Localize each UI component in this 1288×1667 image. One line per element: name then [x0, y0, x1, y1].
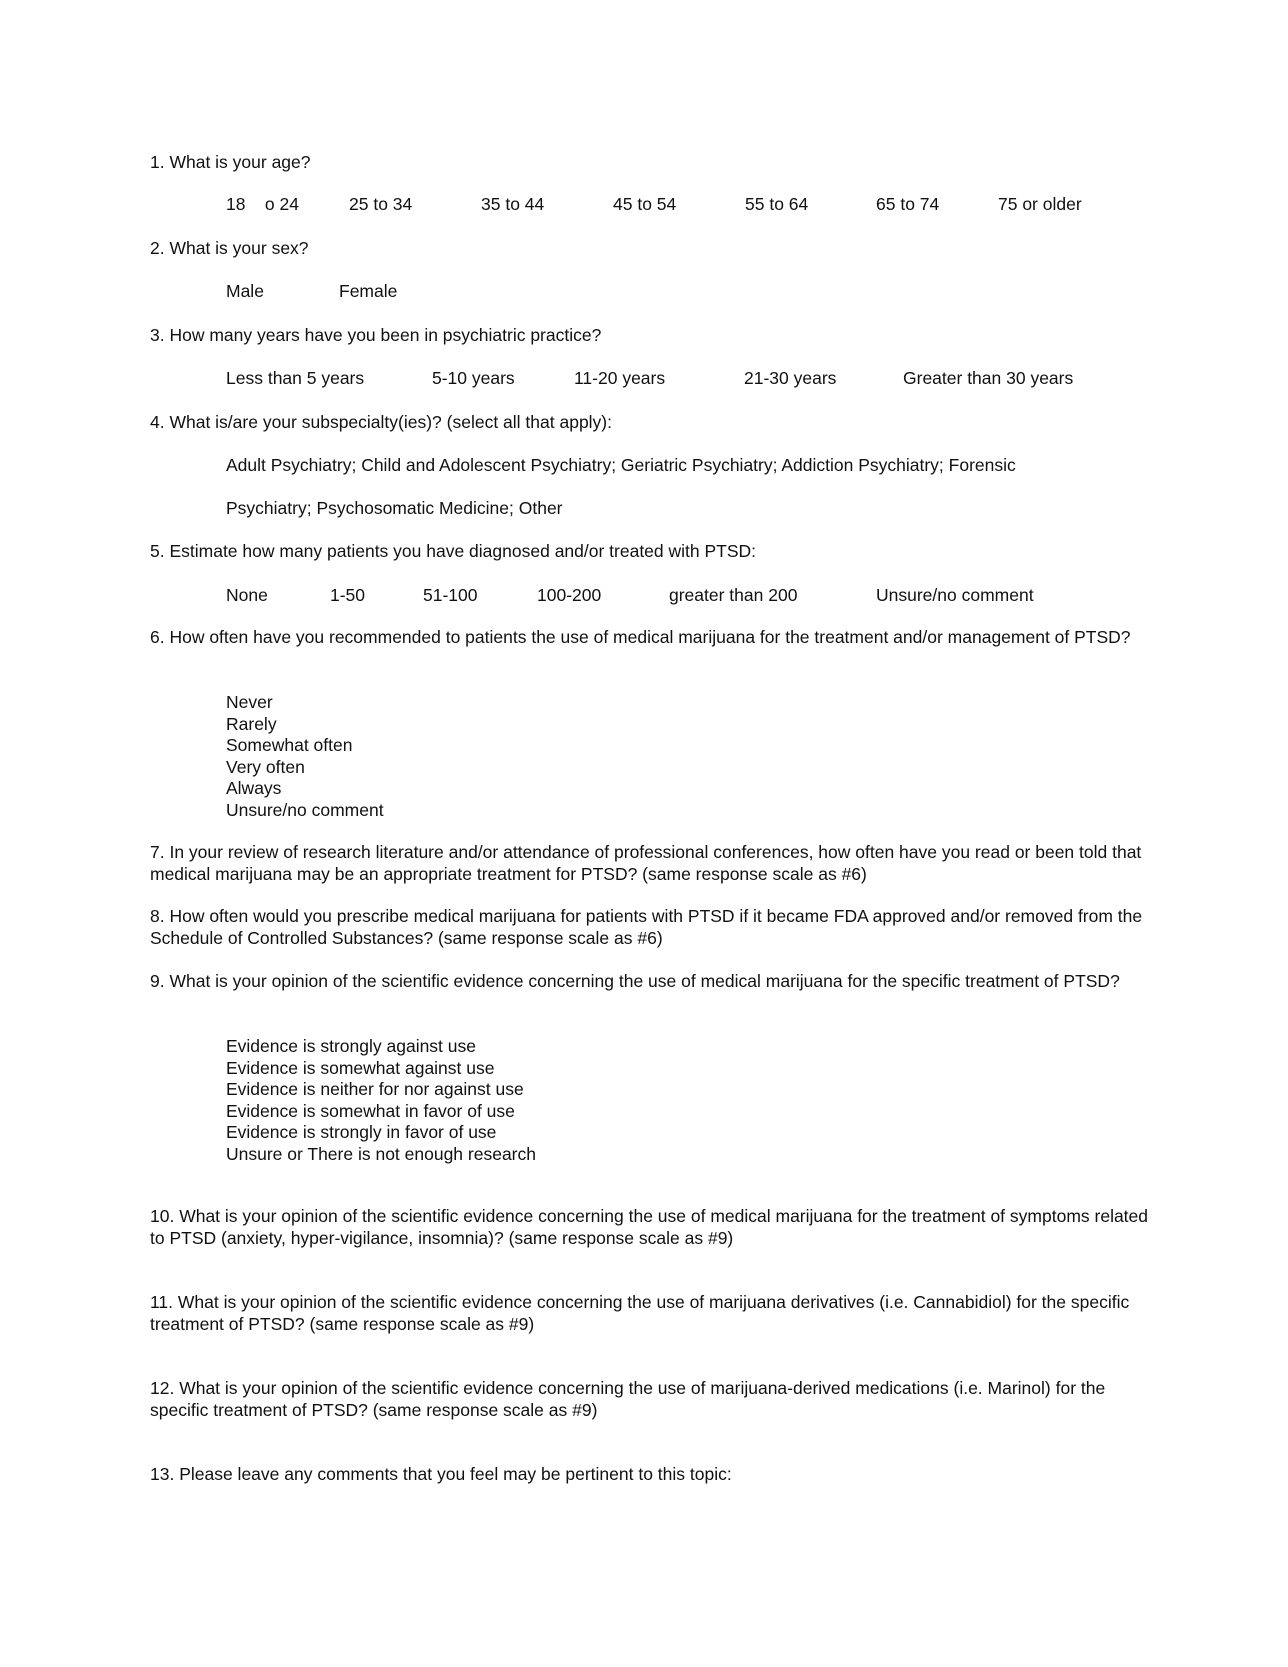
- question-6-options: [226, 692, 384, 821]
- option-evidence-strongly-favor: Evidence is strongly in favor of use: [226, 1122, 497, 1142]
- option-recommend-always: Always: [226, 778, 282, 798]
- option-age-18-24: 18 o 24: [226, 194, 299, 214]
- question-8: 8. How often would you prescribe medical marijuana for patients with PTSD if it became FDA approved and/or removed from the Schedule of Controlled Substances? (same response scale as #6): [150, 906, 1143, 948]
- question-12: 12. What is your opinion of the scientific evidence concerning the use of marijuana-derived medications (i.e. Marinol) for the specific treatment of PTSD? (same response scale as #9): [150, 1378, 1106, 1420]
- option-sex-female: Female: [339, 281, 398, 301]
- option-age-65-74: 65 to 74: [876, 194, 940, 214]
- option-sex-male: Male: [226, 281, 264, 301]
- option-practice-less-5: Less than 5 years: [226, 368, 365, 388]
- option-practice-11-20: 11-20 years: [574, 368, 666, 388]
- option-evidence-neither: Evidence is neither for nor against use: [226, 1079, 524, 1099]
- question-10: 10. What is your opinion of the scientific evidence concerning the use of medical marijuana for the treatment of symptoms related to PTSD (anxiety, hyper-vigilance, insomnia)? (same response scale as #9): [150, 1206, 1149, 1248]
- option-evidence-unsure: Unsure or There is not enough research: [226, 1143, 536, 1164]
- option-practice-greater-30: Greater than 30 years: [903, 368, 1074, 388]
- option-patients-unsure: Unsure/no comment: [876, 585, 1034, 605]
- option-practice-5-10: 5-10 years: [432, 368, 515, 388]
- option-recommend-never: Never: [226, 692, 273, 712]
- option-evidence-somewhat-favor: Evidence is somewhat in favor of use: [226, 1100, 515, 1121]
- question-4: 4. What is/are your subspecialty(ies)? (select all that apply):: [150, 412, 612, 432]
- option-age-45-54: 45 to 54: [613, 194, 677, 214]
- question-11: 11. What is your opinion of the scientific evidence concerning the use of marijuana derivatives (i.e. Cannabidiol) for the specific treatment of PTSD? (same response scale as #9): [150, 1292, 1130, 1334]
- question-4-subspecialties-line-1: Adult Psychiatry; Child and Adolescent Psychiatry; Geriatric Psychiatry; Addiction Psychiatry; Forensic: [226, 455, 1016, 475]
- question-6: 6. How often have you recommended to patients the use of medical marijuana for the treatment and/or management of PTSD?: [150, 627, 1131, 647]
- question-9: 9. What is your opinion of the scientific evidence concerning the use of medical marijuana for the specific treatment of PTSD?: [150, 971, 1120, 991]
- question-2: 2. What is your sex?: [150, 238, 309, 258]
- option-patients-1-50: 1-50: [330, 585, 366, 605]
- question-5: 5. Estimate how many patients you have diagnosed and/or treated with PTSD:: [150, 541, 757, 561]
- option-age-25-34: 25 to 34: [349, 194, 413, 214]
- question-3: 3. How many years have you been in psychiatric practice?: [150, 325, 602, 345]
- question-7: 7. In your review of research literature and/or attendance of professional conferences, how often have you read or been told that medical marijuana may be an appropriate treatment for PTSD? (same response scale as #6): [150, 842, 1142, 884]
- option-practice-21-30: 21-30 years: [744, 368, 837, 388]
- option-patients-100-200: 100-200: [537, 585, 602, 605]
- option-patients-51-100: 51-100: [423, 585, 478, 605]
- question-1: 1. What is your age?: [150, 152, 311, 172]
- option-patients-none: None: [226, 585, 268, 605]
- option-age-75-older: 75 or older: [998, 194, 1082, 214]
- question-13: 13. Please leave any comments that you feel may be pertinent to this topic:: [150, 1464, 732, 1484]
- option-age-55-64: 55 to 64: [745, 194, 809, 214]
- option-age-35-44: 35 to 44: [481, 194, 545, 214]
- question-9-options: [226, 1036, 536, 1165]
- option-recommend-unsure: Unsure/no comment: [226, 799, 384, 820]
- option-evidence-somewhat-against: Evidence is somewhat against use: [226, 1057, 495, 1078]
- option-patients-greater-200: greater than 200: [669, 585, 798, 605]
- option-recommend-rarely: Rarely: [226, 713, 277, 734]
- option-recommend-somewhat-often: Somewhat often: [226, 735, 353, 755]
- option-recommend-very-often: Very often: [226, 756, 305, 777]
- question-4-subspecialties-line-2: Psychiatry; Psychosomatic Medicine; Other: [226, 498, 563, 518]
- option-evidence-strongly-against: Evidence is strongly against use: [226, 1036, 476, 1056]
